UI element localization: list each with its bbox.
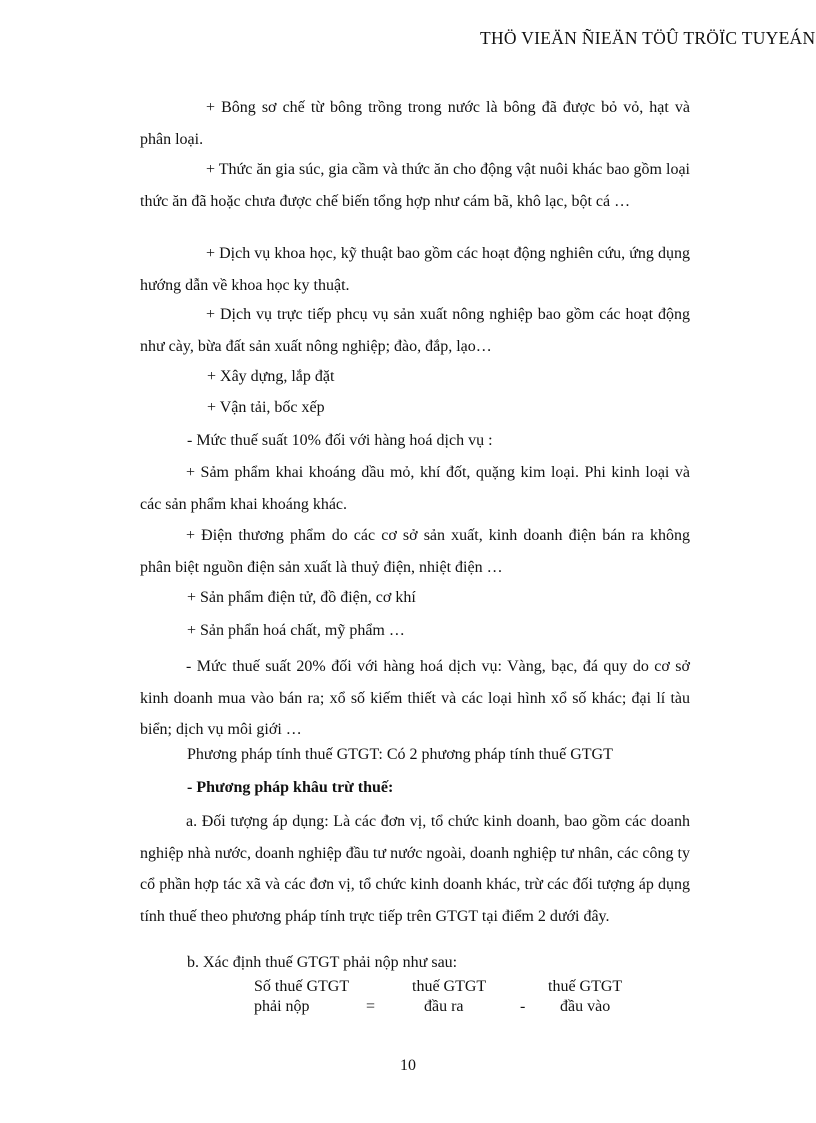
formula-label-output-tax: thuế GTGT — [412, 978, 487, 995]
tax-rate-10-heading: - Mức thuế suất 10% đối với hàng hoá dịch vụ : — [187, 432, 493, 449]
method-deduction-heading: - Phương pháp khâu trừ thuế: — [187, 779, 394, 796]
formula-label-input-tax: thuế GTGT — [548, 978, 623, 995]
item-electronics: + Sản phẩm điện tử, đồ điện, cơ khí — [187, 589, 416, 606]
paragraph-cotton: + Bông sơ chế từ bông trồng trong nước là bông đã được bỏ vỏ, hạt và phân loại. — [140, 99, 690, 148]
formula-sub-payable: phải nộp — [254, 998, 310, 1015]
page-header: THÖ VIEÄN ÑIEÄN TÖÛ TRÖÏC TUYEÁN — [480, 28, 816, 48]
page-number: 10 — [400, 1057, 416, 1074]
paragraph-animal-feed: + Thức ăn gia súc, gia cầm và thức ăn cho động vật nuôi khác bao gồm loại thức ăn đã hoặc chưa được chế biến tổng hợp như cám bã, khô lạc, bột cá … — [140, 161, 690, 210]
paragraph-electricity: + Điện thương phẩm do các cơ sở sản xuất, kinh doanh điện bán ra không phân biệt nguồn điện sản xuất là thuỷ điện, nhiệt điện … — [140, 527, 690, 576]
paragraph-tax-rate-20: - Mức thuế suất 20% đối với hàng hoá dịch vụ: Vàng, bạc, đá quy do cơ sở kinh doanh mua vào bán ra; xổ số kiếm thiết và các loại hình xổ số khác; đại lí tàu biển; dịch vụ môi giới … — [140, 658, 690, 738]
item-chemicals: + Sản phẩn hoá chất, mỹ phẩm … — [187, 622, 405, 639]
paragraph-determine-tax: b. Xác định thuế GTGT phải nộp như sau: — [187, 954, 458, 971]
method-intro: Phương pháp tính thuế GTGT: Có 2 phương pháp tính thuế GTGT — [187, 746, 613, 763]
paragraph-applicable-subjects: a. Đối tượng áp dụng: Là các đơn vị, tổ chức kinh doanh, bao gồm các doanh nghiệp nhà nước, doanh nghiệp đầu tư nước ngoài, doanh nghiệp tư nhân, các công ty cổ phần hợp tác xã và các đơn vị, tổ chức kinh doanh khác, trừ các đối tượng áp dụng tính thuế theo phương pháp tính trực tiếp trên GTGT tại điểm 2 dưới đây. — [140, 813, 690, 925]
item-transport: + Vận tải, bốc xếp — [207, 399, 325, 416]
formula-sub-input: đầu vào — [560, 998, 611, 1015]
formula-minus: - — [520, 998, 526, 1015]
item-construction: + Xây dựng, lắp đặt — [207, 368, 335, 385]
formula-label-tax-payable: Số thuế GTGT — [254, 978, 350, 995]
paragraph-science-services: + Dịch vụ khoa học, kỹ thuật bao gồm các hoạt động nghiên cứu, ứng dụng hướng dẫn về khoa học ky thuật. — [140, 245, 690, 294]
formula-sub-output: đầu ra — [424, 998, 464, 1015]
paragraph-mining: + Sảm phẩm khai khoáng dầu mỏ, khí đốt, quặng kim loại. Phi kinh loại và các sản phẩm khai khoáng khác. — [140, 464, 690, 513]
formula-equals: = — [366, 998, 376, 1015]
paragraph-agri-services: + Dịch vụ trực tiếp phcụ vụ sản xuất nông nghiệp bao gồm các hoạt động như cày, bừa đất sản xuất nông nghiệp; đào, đắp, lạo… — [140, 306, 690, 355]
